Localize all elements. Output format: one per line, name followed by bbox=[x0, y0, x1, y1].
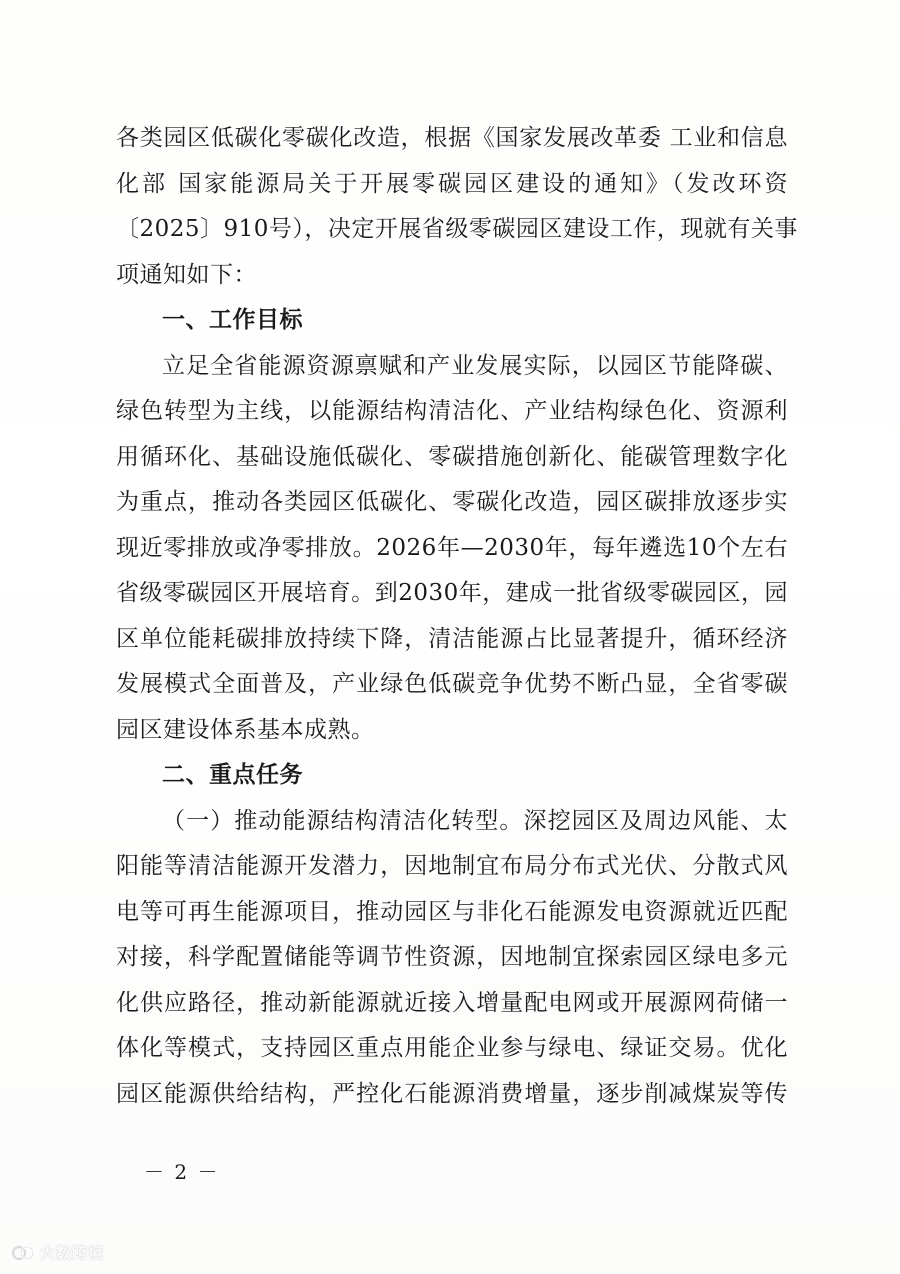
body-line-22: 园区能源供给结构，严控化石能源消费增量，逐步削减煤炭等传 bbox=[116, 1080, 788, 1107]
body-line-1: 各类园区低碳化零碳化改造，根据《国家发展改革委 工业和信息 bbox=[116, 125, 788, 151]
page-number: － 2 － bbox=[144, 1160, 220, 1184]
body-line-20: 化供应路径，推动新能源就近接入增量配电网或开展源网荷储一 bbox=[116, 989, 788, 1016]
body-line-11: 省级零碳园区开展培育。到2030年，建成一批省级零碳园区，园 bbox=[116, 580, 788, 606]
body-line-9: 为重点，推动各类园区低碳化、零碳化改造，园区碳排放逐步实 bbox=[116, 489, 788, 515]
body-line-3: 〔2025〕910号），决定开展省级零碳园区建设工作，现就有关事 bbox=[116, 216, 798, 242]
document-body bbox=[116, 116, 798, 1117]
section-heading-goals: 一、工作目标 bbox=[162, 307, 303, 333]
watermark bbox=[12, 1242, 104, 1263]
body-line-12: 区单位能耗碳排放持续下降，清洁能源占比显著提升，循环经济 bbox=[116, 625, 788, 652]
body-line-4: 项通知如下： bbox=[116, 261, 257, 288]
watermark-logo-icon bbox=[12, 1243, 34, 1263]
section-heading-tasks: 二、重点任务 bbox=[162, 762, 303, 788]
body-line-6: 立足全省能源资源禀赋和产业发展实际，以园区节能降碳、 bbox=[162, 352, 788, 379]
body-line-21: 体化等模式，支持园区重点用能企业参与绿电、绿证交易。优化 bbox=[116, 1035, 788, 1061]
body-line-10: 现近零排放或净零排放。2026年—2030年，每年遴选10个左右 bbox=[116, 534, 788, 561]
body-line-2: 化部 国家能源局关于开展零碳园区建设的通知》（发改环资 bbox=[116, 170, 788, 197]
body-line-19: 对接，科学配置储能等调节性资源，因地制宜探索园区绿电多元 bbox=[116, 944, 788, 970]
body-line-16: （一）推动能源结构清洁化转型。深挖园区及周边风能、太 bbox=[162, 807, 788, 834]
body-line-8: 用循环化、基础设施低碳化、零碳措施创新化、能碳管理数字化 bbox=[116, 443, 788, 470]
body-line-13: 发展模式全面普及，产业绿色低碳竞争优势不断凸显，全省零碳 bbox=[116, 671, 788, 697]
body-line-7: 绿色转型为主线，以能源结构清洁化、产业结构绿色化、资源利 bbox=[116, 398, 788, 424]
body-line-17: 阳能等清洁能源开发潜力，因地制宜布局分布式光伏、分散式风 bbox=[116, 853, 788, 879]
body-line-18: 电等可再生能源项目，推动园区与非化石能源发电资源就近匹配 bbox=[116, 898, 788, 925]
body-line-14: 园区建设体系基本成熟。 bbox=[116, 716, 375, 743]
watermark-text: 大数跨境 bbox=[40, 1244, 105, 1262]
